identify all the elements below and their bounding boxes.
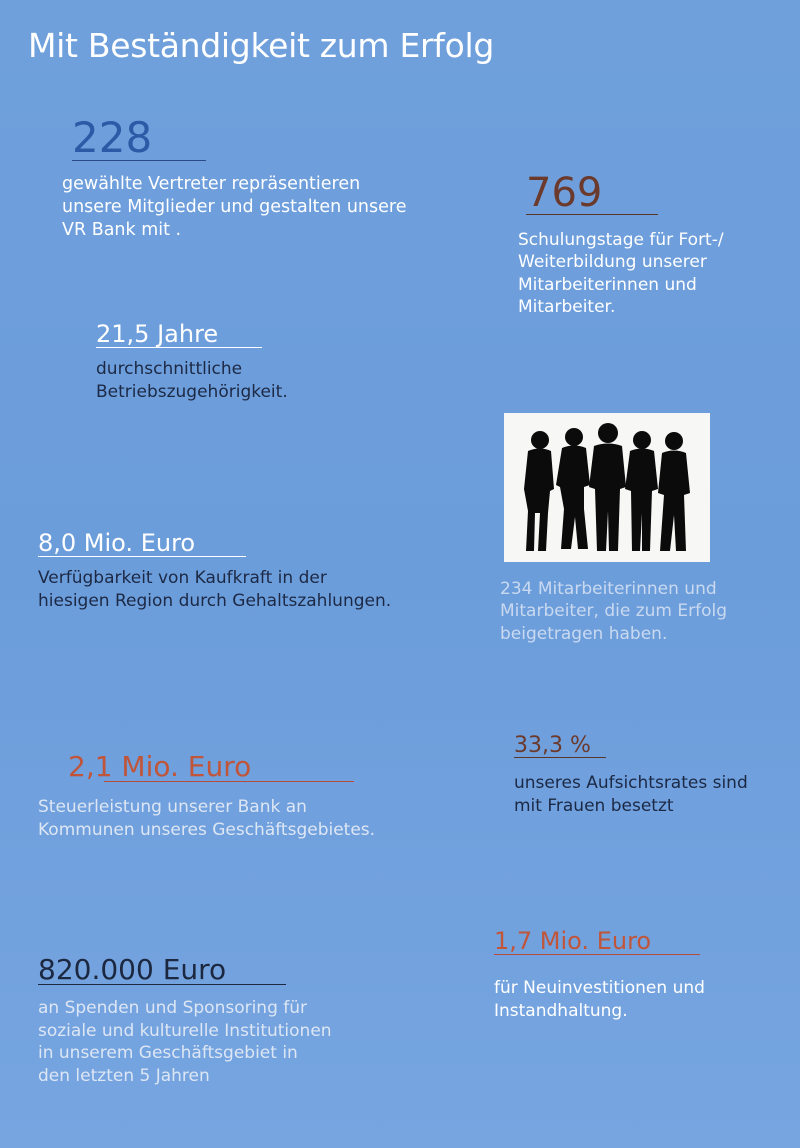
desc-line: in unserem Geschäftsgebiet in xyxy=(38,1043,298,1064)
desc-line: Instandhaltung. xyxy=(494,1000,628,1021)
fact-description xyxy=(514,772,748,817)
desc-line: 234 Mitarbeiterinnen und xyxy=(500,579,717,599)
desc-line: Mitarbeiterinnen und xyxy=(518,274,697,295)
fact-value: 2,1 Mio. Euro xyxy=(68,750,252,783)
fact-description xyxy=(518,229,724,319)
fact-steuer xyxy=(38,752,375,841)
fact-vertreter xyxy=(62,113,407,242)
desc-line: Schulungstage für Fort-/ xyxy=(518,230,724,250)
desc-line: an Spenden und Sponsoring für xyxy=(38,998,308,1019)
fact-jahre xyxy=(96,322,288,403)
fact-mitarbeiter xyxy=(500,578,727,645)
desc-line: für Neuinvestitionen und xyxy=(494,978,705,999)
fact-value: 820.000 Euro xyxy=(38,953,227,986)
page-title: Mit Beständigkeit zum Erfolg xyxy=(28,26,494,65)
desc-line: Verfügbarkeit von Kaufkraft in der xyxy=(38,568,327,589)
fact-value: 1,7 Mio. Euro xyxy=(494,927,652,955)
fact-value: 769 xyxy=(526,170,603,216)
desc-line: gewählte Vertreter repräsentieren xyxy=(62,174,361,195)
fact-value: 21,5 Jahre xyxy=(96,320,219,348)
fact-description xyxy=(494,977,705,1022)
desc-line: hiesigen Region durch Gehaltszahlungen. xyxy=(38,590,392,611)
fact-value: 33,3 % xyxy=(514,733,591,758)
desc-line: VR Bank mit . xyxy=(62,220,182,241)
fact-description xyxy=(96,358,288,403)
fact-spenden xyxy=(38,955,332,1087)
desc-line: Steuerleistung unserer Bank an xyxy=(38,797,307,818)
desc-line: Weiterbildung unserer xyxy=(518,252,707,273)
fact-description xyxy=(38,796,375,841)
desc-line: unsere Mitglieder und gestalten unsere xyxy=(62,197,407,218)
desc-line: unseres Aufsichtsrates sind xyxy=(514,773,748,794)
fact-schulung xyxy=(518,170,724,319)
fact-description xyxy=(38,567,391,612)
desc-line: mit Frauen besetzt xyxy=(514,795,674,816)
desc-line: Betriebszugehörigkeit. xyxy=(96,381,288,402)
desc-line: durchschnittliche xyxy=(96,359,243,380)
fact-description xyxy=(38,997,332,1087)
desc-line: Mitarbeiter. xyxy=(518,297,616,318)
fact-value: 228 xyxy=(72,113,153,162)
fact-frauen xyxy=(514,734,748,817)
desc-line: beigetragen haben. xyxy=(500,623,668,644)
fact-description xyxy=(62,173,406,242)
people-silhouette-image xyxy=(504,413,710,562)
desc-line: Mitarbeiter, die zum Erfolg xyxy=(500,601,728,622)
people-silhouette-icon xyxy=(504,413,710,562)
desc-line: soziale und kulturelle Institutionen xyxy=(38,1020,332,1041)
fact-invest xyxy=(494,929,705,1022)
fact-kaufkraft xyxy=(38,531,391,612)
desc-line: Kommunen unseres Geschäftsgebietes. xyxy=(38,819,376,840)
fact-value: 8,0 Mio. Euro xyxy=(38,529,196,557)
desc-line: den letzten 5 Jahren xyxy=(38,1065,210,1086)
